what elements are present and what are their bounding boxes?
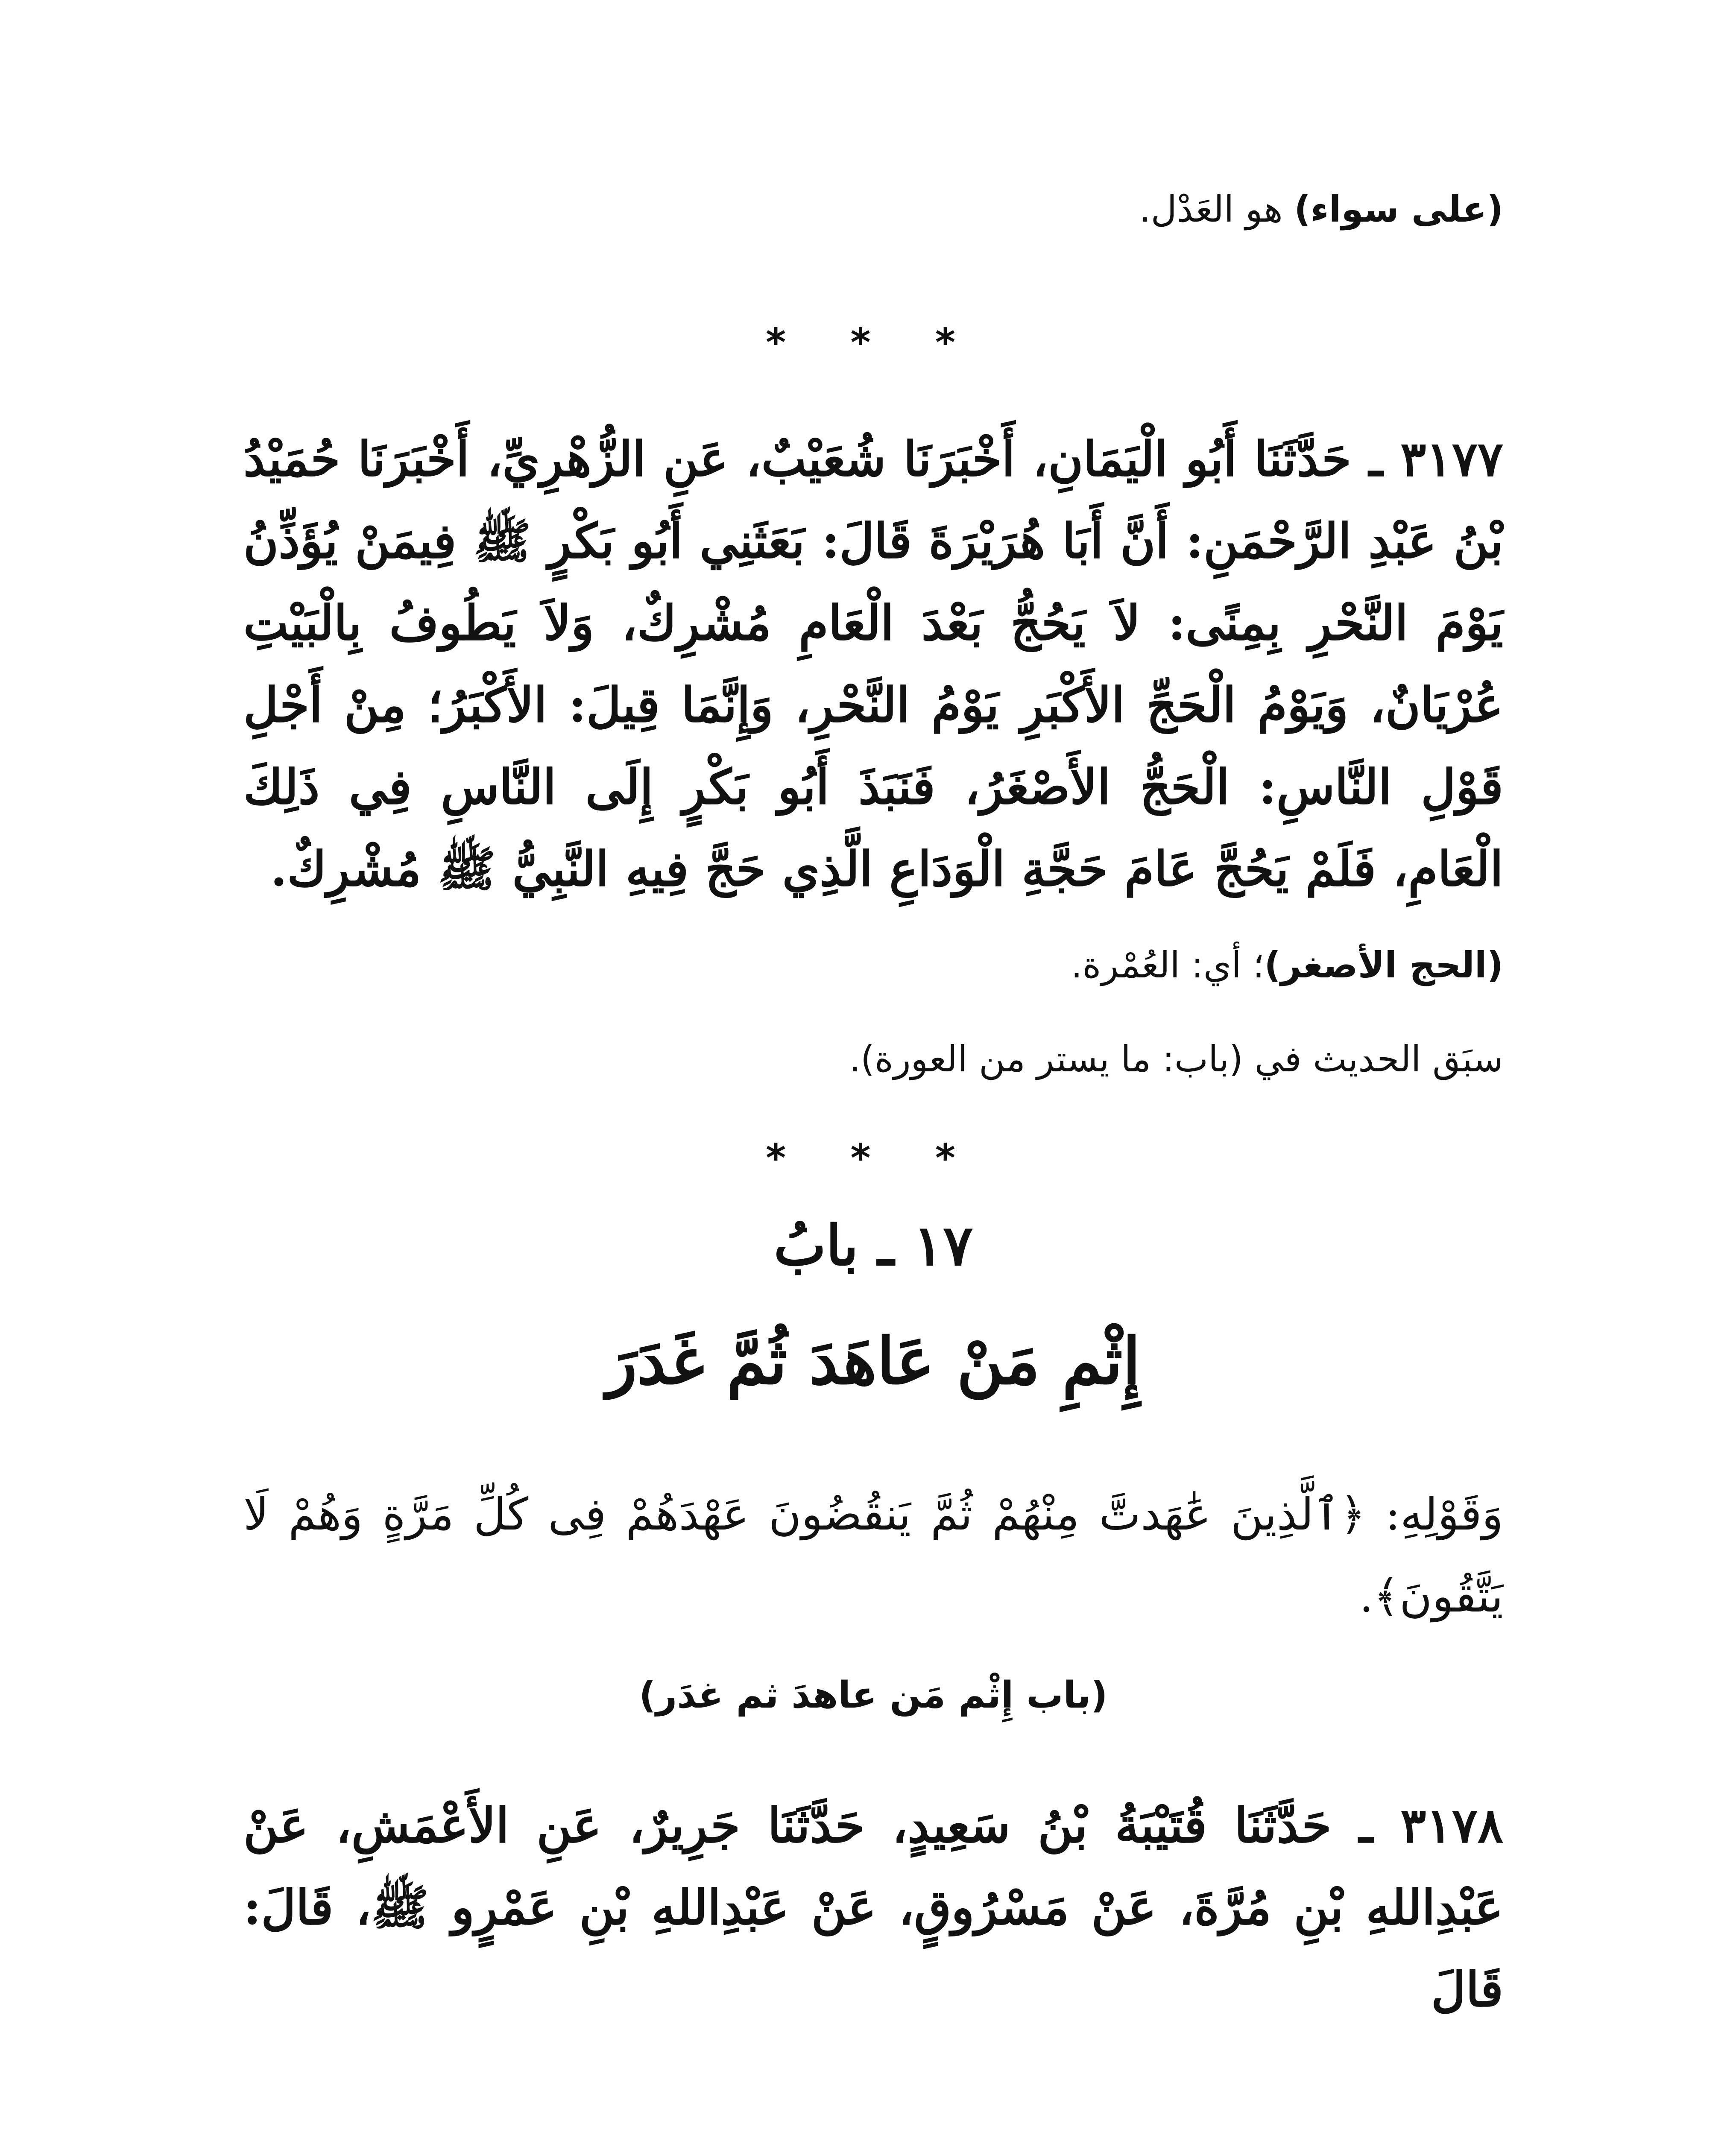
separator-2: * * * [766, 1136, 981, 1181]
separator-1: * * * [766, 320, 981, 365]
chapter-gloss: (باب إِثْم مَن عاهدَ ثم غدَر) [639, 1674, 1108, 1717]
note-3177-1-text: ؛ أي: العُمْرة. [1071, 944, 1265, 986]
book-page [243, 179, 1503, 2135]
hadith-3178-number: ٣١٧٨ ـ [1359, 1798, 1503, 1854]
verse-end: . [1359, 1570, 1374, 1622]
hadith-3178 [243, 1785, 1503, 2031]
note-3177-1 [243, 935, 1503, 995]
note-3177-2-text: سبَق الحديث في (باب: ما يستر من العورة). [849, 1038, 1503, 1080]
chapter-number: ١٧ ـ بابُ [773, 1213, 973, 1278]
intro-note-term: (على سواء) [1294, 188, 1503, 230]
hadith-3177-number: ٣١٧٧ ـ [1369, 431, 1503, 487]
chapter-title: إِثْمِ مَنْ عَاهَدَ ثُمَّ غَدَرَ [606, 1324, 1141, 1399]
note-3177-1-term: (الحج الأصغر) [1264, 944, 1503, 986]
hadith-3178-text: حَدَّثَنَا قُتَيْبَةُ بْنُ سَعِيدٍ، حَدَّثَنَا جَرِيرٌ، عَنِ الأَعْمَشِ، عَنْ عَبْدِاللهِ بْنِ مُرَّةَ، عَنْ مَسْرُوقٍ، عَنْ عَبْدِاللهِ بْنِ عَمْرٍو ﷺ، قَالَ: قَالَ [243, 1798, 1503, 2018]
hadith-3177 [243, 418, 1503, 910]
verse-quote: ﴿ٱلَّذِينَ عَٰهَدتَّ مِنْهُمْ ثُمَّ يَنقُضُونَ عَهْدَهُمْ فِى كُلِّ مَرَّةٍ وَهُمْ لَا يَتَّقُونَ﴾ [243, 1488, 1503, 1622]
intro-note-text: هو العَدْل. [1139, 188, 1294, 230]
verse-lead: وَقَوْلِهِ: [1365, 1488, 1503, 1540]
intro-note [243, 179, 1503, 239]
hadith-3177-text: حَدَّثَنَا أَبُو الْيَمَانِ، أَخْبَرَنَا شُعَيْبٌ، عَنِ الزُّهْرِيِّ، أَخْبَرَنَا حُمَيْدُ بْنُ عَبْدِ الرَّحْمَنِ: أَنَّ أَبَا هُرَيْرَةَ قَالَ: بَعَثَنِي أَبُو بَكْرٍ ﷺ فِيمَنْ يُؤَذِّنُ يَوْمَ النَّحْرِ بِمِنًى: لاَ يَحُجُّ بَعْدَ الْعَامِ مُشْرِكٌ، وَلاَ يَطُوفُ بِالْبَيْتِ عُرْيَانٌ، وَيَوْمُ الْحَجِّ الأَكْبَرِ يَوْمُ النَّحْرِ، وَإِنَّمَا قِيلَ: الأَكْبَرُ؛ مِنْ أَجْلِ قَوْلِ النَّاسِ: الْحَجُّ الأَصْغَرُ، فَنَبَذَ أَبُو بَكْرٍ إِلَى النَّاسِ فِي ذَلِكَ الْعَامِ، فَلَمْ يَحُجَّ عَامَ حَجَّةِ الْوَدَاعِ الَّذِي حَجَّ فِيهِ النَّبِيُّ ﷺ مُشْرِكٌ. [243, 431, 1504, 897]
note-3177-2 [243, 1029, 1503, 1089]
chapter-verse [243, 1473, 1503, 1637]
